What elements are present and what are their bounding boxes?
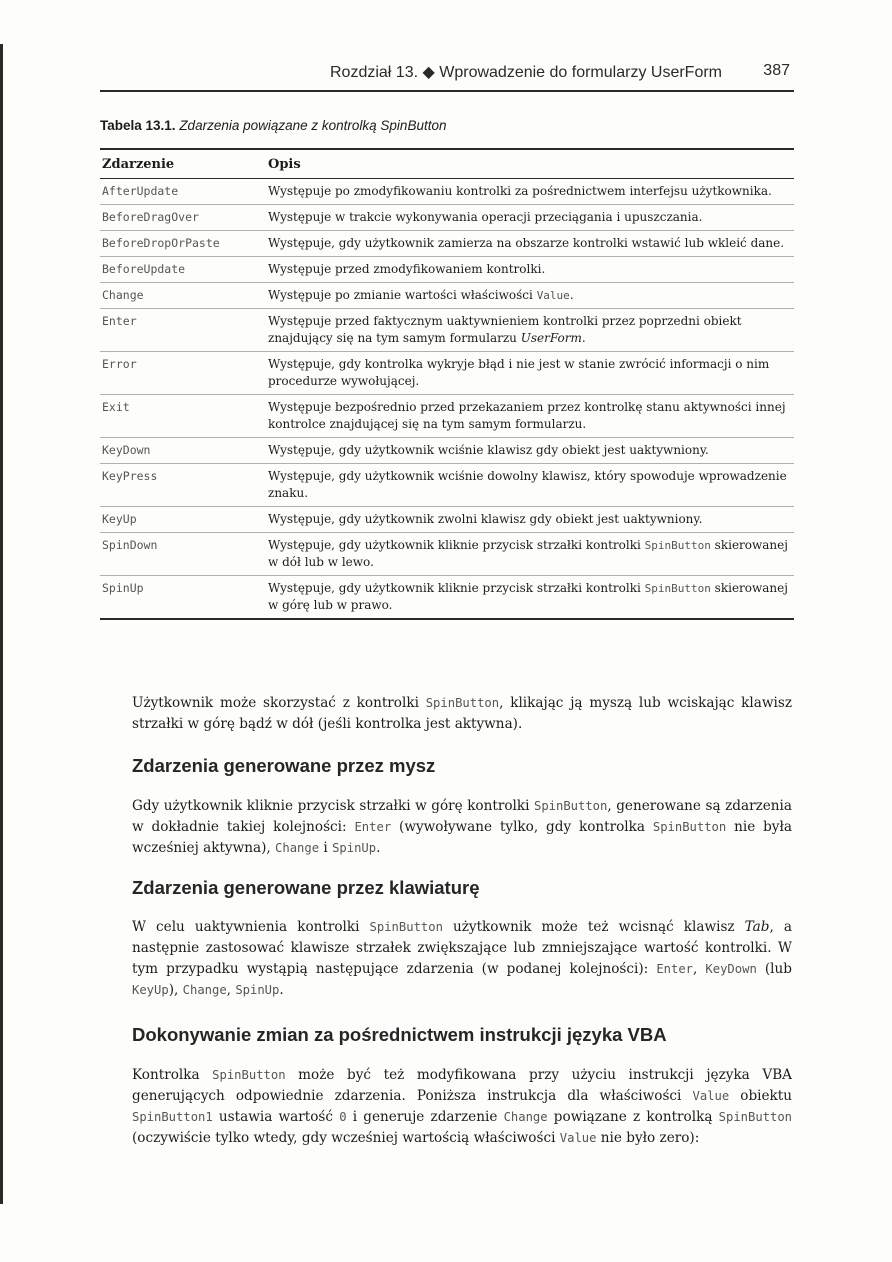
chapter-title: Rozdział 13. ◆ Wprowadzenie do formularzy UserForm (330, 64, 722, 81)
event-description: Występuje po zmianie wartości właściwości Value. (266, 283, 794, 309)
paragraph-keyboard-events: W celu uaktywnienia kontrolki SpinButton użytkownik może też wcisnąć klawisz Tab, a następnie zastosować klawisze strzałek zwiększające lub zmniejszające wartość kontrolki. W tym przypadku wystąpią następujące zdarzenia (w podanej kolejności): Enter, KeyDown (lub KeyUp), Change, SpinUp. (132, 919, 793, 998)
event-description: Występuje w trakcie wykonywania operacji przeciągania i upuszczania. (266, 205, 794, 231)
event-name: KeyPress (100, 464, 266, 507)
event-name: Change (100, 283, 266, 309)
table-row (100, 464, 794, 507)
table-row (100, 438, 794, 464)
heading-mouse-events: Zdarzenia generowane przez mysz (132, 755, 436, 776)
column-header-event: Zdarzenie (100, 149, 266, 179)
event-name: Exit (100, 395, 266, 438)
table-caption (100, 118, 446, 133)
paragraph-vba-changes: Kontrolka SpinButton może być też modyfikowana przy użyciu instrukcji języka VBA generujących odpowiednie zdarzenia. Poniższa instrukcja dla właściwości Value obiektu SpinButton1 ustawia wartość 0 i generuje zdarzenie Change powiązane z kontrolką SpinButton (oczywiście tylko wtedy, gdy wcześniej wartością właściwości Value nie było zero): (132, 1067, 793, 1146)
event-name: KeyDown (100, 438, 266, 464)
event-name: KeyUp (100, 507, 266, 533)
event-name: BeforeUpdate (100, 257, 266, 283)
event-description: Występuje, gdy użytkownik wciśnie dowolny klawisz, który spowoduje wprowadzenie znaku. (266, 464, 794, 507)
event-name: BeforeDropOrPaste (100, 231, 266, 257)
event-description: Występuje, gdy kontrolka wykryje błąd i nie jest w stanie zwrócić informacji o nim procedurze wywołującej. (266, 352, 794, 395)
event-description: Występuje przed faktycznym uaktywnieniem kontrolki przez poprzedni obiekt znajdujący się na tym samym formularzu UserForm. (266, 309, 794, 352)
table-header-row (100, 149, 794, 179)
events-table (100, 148, 794, 620)
event-description: Występuje, gdy użytkownik zwolni klawisz gdy obiekt jest uaktywniony. (266, 507, 794, 533)
event-name: Enter (100, 309, 266, 352)
event-name: SpinUp (100, 576, 266, 620)
event-description: Występuje, gdy użytkownik wciśnie klawisz gdy obiekt jest uaktywniony. (266, 438, 794, 464)
table-row (100, 352, 794, 395)
event-description: Występuje, gdy użytkownik kliknie przycisk strzałki kontrolki SpinButton skierowanej w dół lub w lewo. (266, 533, 794, 576)
table-row (100, 576, 794, 620)
paragraph-mouse-events: Gdy użytkownik kliknie przycisk strzałki w górę kontrolki SpinButton, generowane są zdarzenia w dokładnie takiej kolejności: Enter (wywoływane tylko, gdy kontrolka SpinButton nie była wcześniej aktywna), Change i SpinUp. (132, 798, 792, 856)
header-rule (100, 90, 794, 92)
table-row (100, 205, 794, 231)
table-row (100, 179, 794, 205)
table-row (100, 533, 794, 576)
event-description: Występuje, gdy użytkownik zamierza na obszarze kontrolki wstawić lub wkleić dane. (266, 231, 794, 257)
page-edge-line (0, 44, 3, 1204)
event-description: Występuje, gdy użytkownik kliknie przycisk strzałki kontrolki SpinButton skierowanej w górę lub w prawo. (266, 576, 794, 620)
event-description: Występuje przed zmodyfikowaniem kontrolki. (266, 257, 794, 283)
event-name: SpinDown (100, 533, 266, 576)
event-description: Występuje bezpośrednio przed przekazaniem przez kontrolkę stanu aktywności innej kontrolce znajdującej się na tym samym formularzu. (266, 395, 794, 438)
event-name: BeforeDragOver (100, 205, 266, 231)
caption-label: Tabela 13.1. (100, 118, 176, 133)
table-row (100, 395, 794, 438)
table-row (100, 257, 794, 283)
running-header (100, 58, 794, 84)
heading-keyboard-events: Zdarzenia generowane przez klawiaturę (132, 877, 480, 898)
event-name: AfterUpdate (100, 179, 266, 205)
event-description: Występuje po zmodyfikowaniu kontrolki za pośrednictwem interfejsu użytkownika. (266, 179, 794, 205)
heading-vba-changes: Dokonywanie zmian za pośrednictwem instrukcji języka VBA (132, 1024, 667, 1045)
caption-text: Zdarzenia powiązane z kontrolką SpinButton (179, 118, 447, 133)
paragraph-intro: Użytkownik może skorzystać z kontrolki SpinButton, klikając ją myszą lub wciskając klawisz strzałki w górę bądź w dół (jeśli kontrolka jest aktywna). (132, 695, 792, 732)
table-row (100, 309, 794, 352)
page-number: 387 (763, 62, 790, 79)
event-name: Error (100, 352, 266, 395)
table-row (100, 231, 794, 257)
table-row (100, 507, 794, 533)
column-header-description: Opis (266, 149, 794, 179)
table-row (100, 283, 794, 309)
